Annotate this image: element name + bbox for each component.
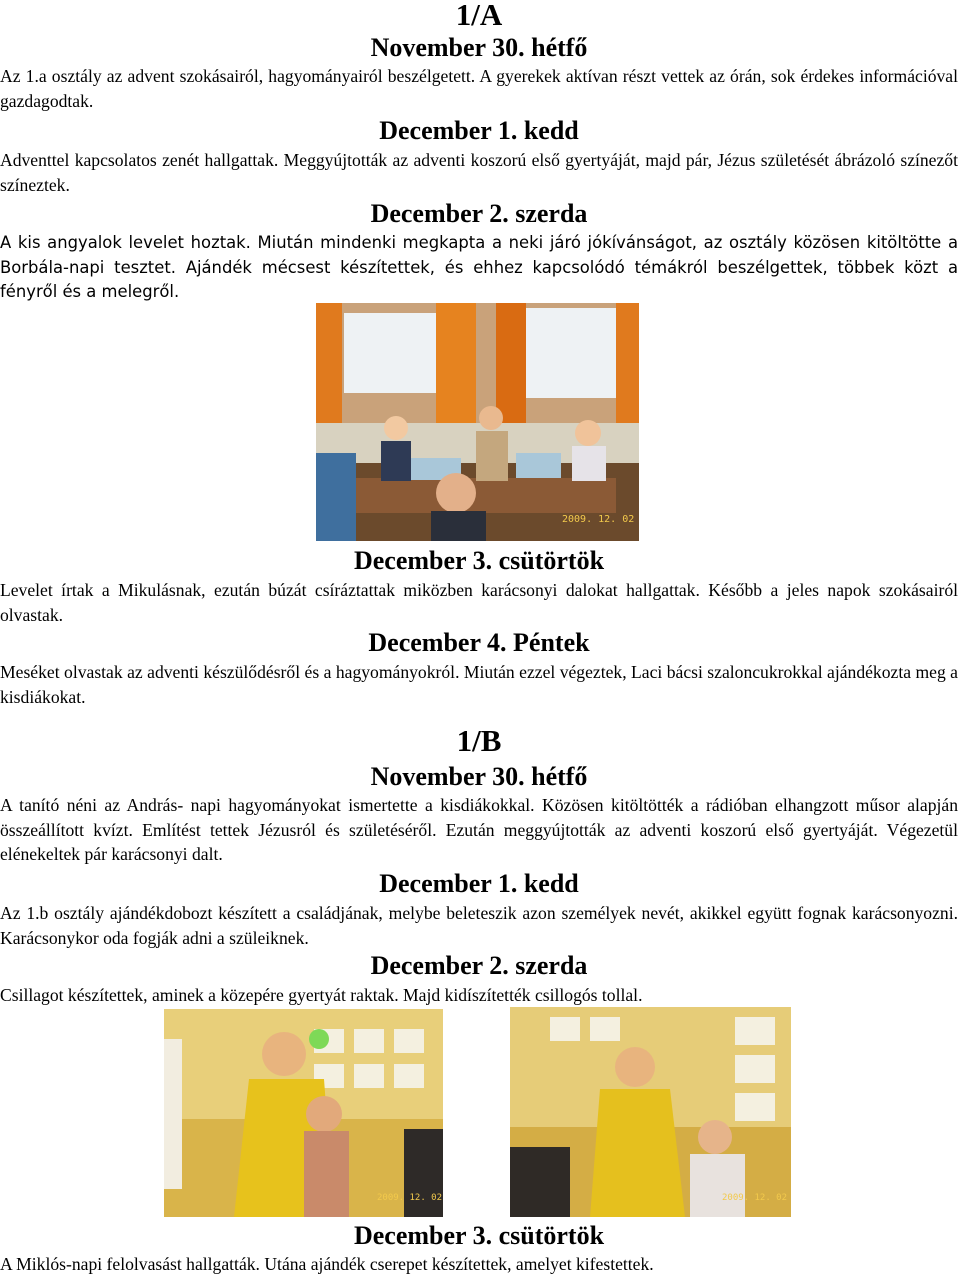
class-b-day-1-heading: November 30. hétfő xyxy=(370,762,588,791)
class-a-day-5-heading: December 4. Péntek xyxy=(368,628,590,657)
class-a-title: 1/A xyxy=(455,0,503,32)
class-a-day-3-heading: December 2. szerda xyxy=(370,199,588,228)
class-a-day-2-heading: December 1. kedd xyxy=(379,116,579,145)
class-b-day-2-text: Az 1.b osztály ajándékdobozt készített a családjának, melybe beleteszik azon személyek nevét, akikkel együtt fognak karácsonyozni. Karácsonykor oda fogják adni a szüleiknek. xyxy=(0,903,958,948)
class-a-day-4-heading: December 3. csütörtök xyxy=(353,546,605,575)
class-b-day-4-text: A Miklós-napi felolvasást hallgatták. Utána ajándék cserepet készítettek, amelyet kifestettek. xyxy=(0,1254,654,1274)
classroom-photo-right xyxy=(510,1007,791,1217)
classroom-photo xyxy=(316,303,639,541)
class-a-day-5-text: Meséket olvastak az adventi készülődésről és a hagyományokról. Miután ezzel végeztek, Laci bácsi szaloncukrokkal ajándékozta meg a kisdiákokat. xyxy=(0,662,958,707)
class-a-day-2-text: Adventtel kapcsolatos zenét hallgattak. Meggyújtották az adventi koszorú első gyertyáját, majd pár, Jézus születését ábrázoló színezőt színeztek. xyxy=(0,150,958,195)
classroom-photo-left xyxy=(164,1009,443,1217)
class-b-day-1-text: A tanító néni az András- napi hagyományokat ismertette a kisdiákokkal. Közösen kitöltötték a rádióban elhangzott műsor alapján összeállított kvízt. Említést tettek Jézusról és születéséről. Ezután meggyújtották az adventi koszorú első gyertyáját. Végezetül elénekeltek pár karácsonyi dalt. xyxy=(0,795,958,864)
class-b-day-4-heading: December 3. csütörtök xyxy=(353,1221,605,1250)
photo-date-stamp-left: 2009. 12. 02 xyxy=(377,1193,443,1203)
class-b-title: 1/B xyxy=(456,723,502,758)
class-b-day-3-heading: December 2. szerda xyxy=(370,951,588,980)
class-a-day-4-text: Levelet írtak a Mikulásnak, ezután búzát csíráztattak miközben karácsonyi dalokat hallgattak. Később a jeles napok szokásairól olvastak. xyxy=(0,580,958,625)
class-a-day-3-text: A kis angyalok levelet hoztak. Miután mindenki megkapta a neki járó jókívánságot, az osztály közösen kitöltötte a Borbála-napi tesztet. Ajándék mécsest készítettek, és ehhez kapcsolódó témákról beszélgettek, többek közt a fényről és a melegről. xyxy=(0,233,958,301)
photo-date-stamp-right: 2009. 12. 02 xyxy=(722,1193,788,1203)
photo-date-stamp: 2009. 12. 02 xyxy=(562,514,635,525)
class-b-day-2-heading: December 1. kedd xyxy=(379,869,579,898)
class-b-day-3-text: Csillagot készítettek, aminek a közepére gyertyát raktak. Majd kidíszítették csillogós tollal. xyxy=(0,985,643,1005)
class-a-day-1-heading: November 30. hétfő xyxy=(370,33,588,62)
class-a-day-1-text: Az 1.a osztály az advent szokásairól, hagyományairól beszélgetett. A gyerekek aktívan részt vettek az órán, sok érdekes információval gazdagodtak. xyxy=(0,66,958,111)
